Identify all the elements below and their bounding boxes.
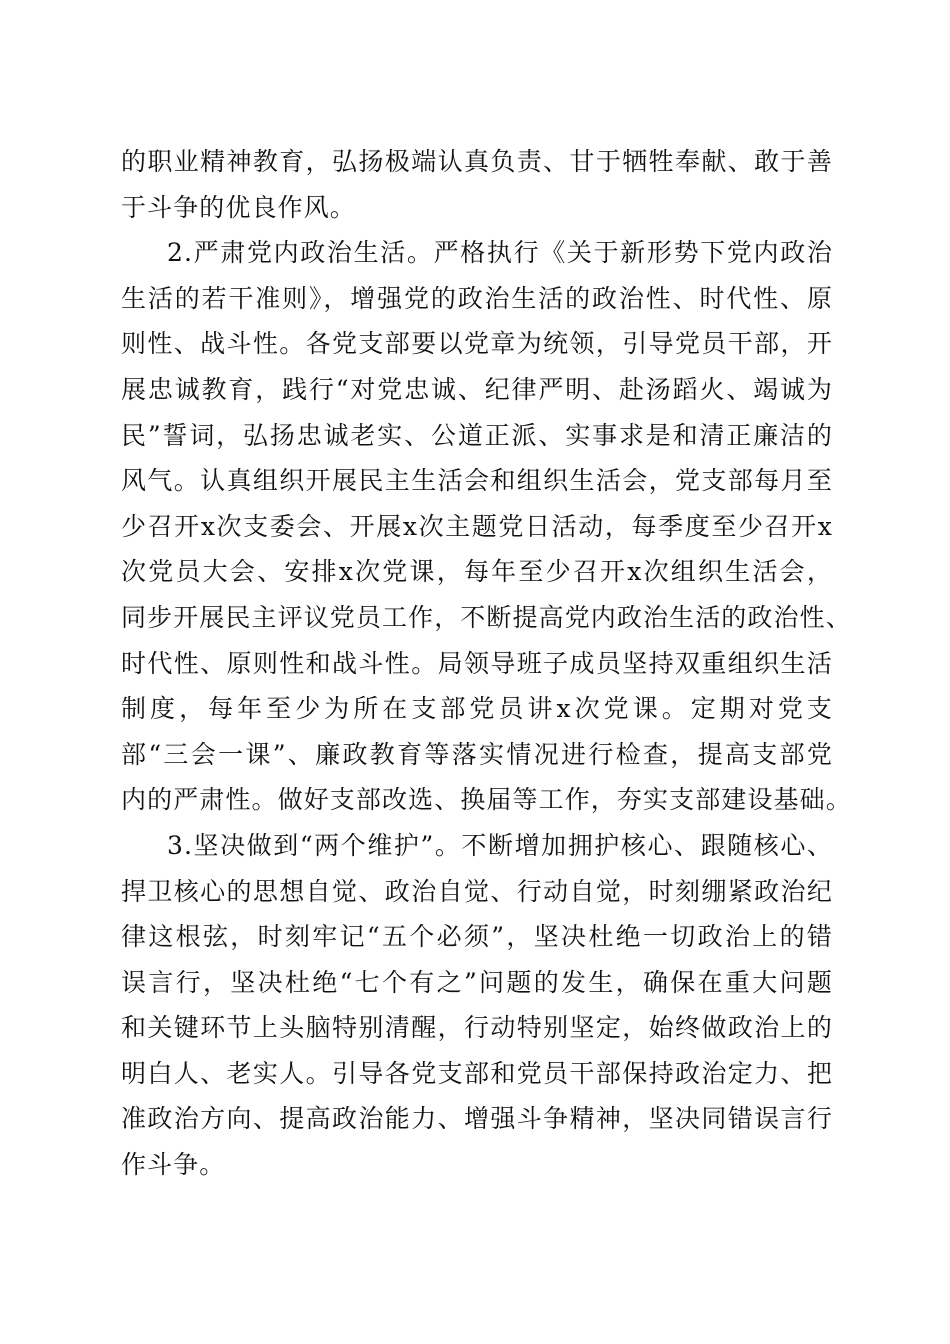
paragraph-line: 民”誓词，弘扬忠诚老实、公道正派、实事求是和清正廉洁的 (121, 420, 833, 450)
paragraph-line: 于斗争的优良作风。 (121, 192, 356, 222)
paragraph-line: 的职业精神教育，弘扬极端认真负责、甘于牺牲奉献、敢于善 (121, 147, 833, 176)
paragraph-line: 生活的若干准则》，增强党的政治生活的政治性、时代性、原 (121, 283, 833, 313)
paragraph-line: 展忠诚教育，践行“对党忠诚、纪律严明、赴汤蹈火、竭诚为 (121, 374, 833, 404)
document-body (121, 139, 852, 1188)
paragraph-line: 部“三会一课”、廉政教育等落实情况进行检查，提高支部党 (121, 739, 833, 769)
paragraph-line: 作斗争。 (121, 1150, 226, 1180)
paragraph-line: 制度，每年至少为所在支部党员讲x次党课。定期对党支 (121, 694, 833, 724)
paragraph-two-safeguards (121, 823, 833, 1188)
paragraph-line: 和关键环节上头脑特别清醒，行动特别坚定，始终做政治上的 (121, 1013, 833, 1043)
paragraph-line: 内的严肃性。做好支部改选、换届等工作，夯实支部建设基础。 (121, 785, 852, 815)
paragraph-line: 少召开x次支委会、开展x次主题党日活动，每季度至少召开x (121, 511, 833, 541)
paragraph-line: 明白人、老实人。引导各党支部和党员干部保持政治定力、把 (121, 1058, 833, 1088)
paragraph-line: 3.坚决做到“两个维护”。不断增加拥护核心、跟随核心、 (167, 830, 833, 860)
paragraph-line: 时代性、原则性和战斗性。局领导班子成员坚持双重组织生活 (121, 648, 833, 678)
paragraph-line: 2.严肃党内政治生活。严格执行《关于新形势下党内政治 (167, 238, 833, 268)
paragraph-line: 误言行，坚决杜绝“七个有之”问题的发生，确保在重大问题 (121, 967, 833, 997)
paragraph-line: 律这根弦，时刻牢记“五个必须”，坚决杜绝一切政治上的错 (121, 922, 833, 952)
paragraph-line: 同步开展民主评议党员工作，不断提高党内政治生活的政治性、 (121, 602, 852, 632)
paragraph-line: 准政治方向、提高政治能力、增强斗争精神，坚决同错误言行 (121, 1104, 833, 1134)
paragraph-line: 则性、战斗性。各党支部要以党章为统领，引导党员干部，开 (121, 329, 833, 359)
paragraph-continuation (121, 139, 833, 230)
paragraph-line: 风气。认真组织开展民主生活会和组织生活会，党支部每月至 (121, 466, 833, 496)
paragraph-line: 捍卫核心的思想自觉、政治自觉、行动自觉，时刻绷紧政治纪 (121, 876, 833, 906)
paragraph-line: 次党员大会、安排x次党课，每年至少召开x次组织生活会， (121, 557, 833, 587)
paragraph-political-life (121, 230, 852, 823)
